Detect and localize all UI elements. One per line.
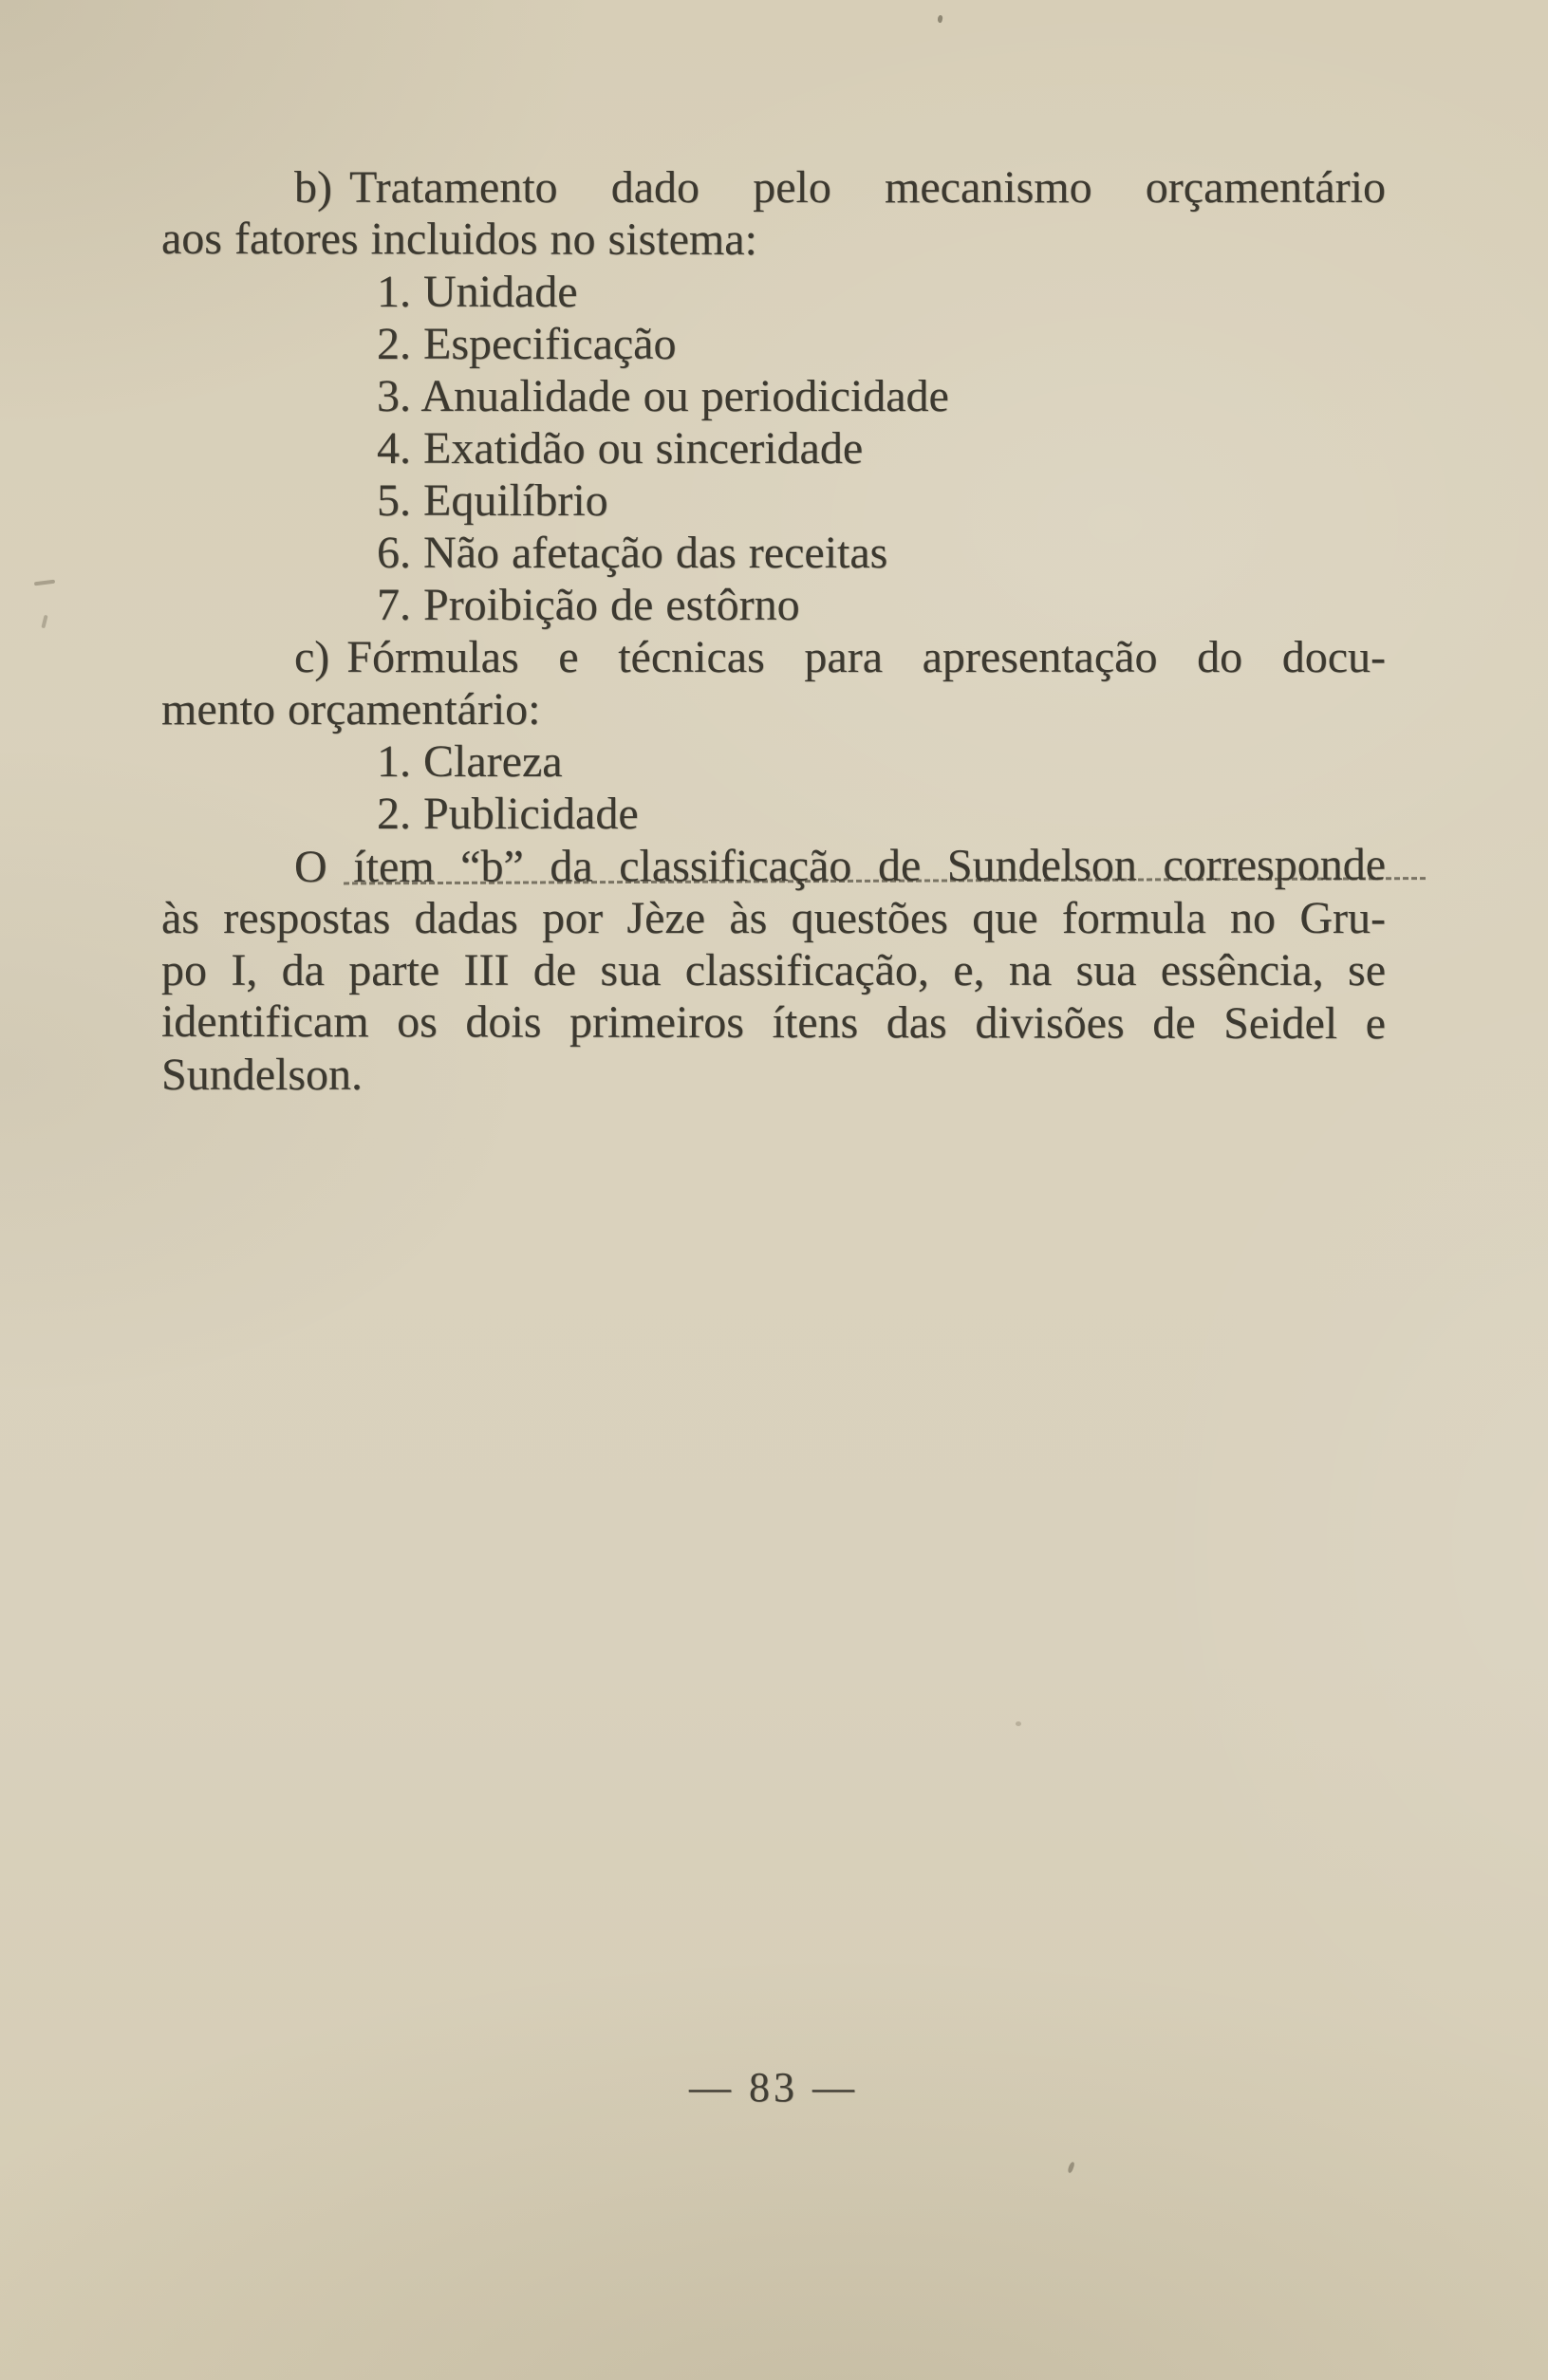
text-block (161, 161, 1386, 1101)
paragraph-line-5: Sundelson. (161, 1050, 364, 1100)
section-b-heading-text: Tratamento dado pelo mecanismo orçamentário (348, 162, 1386, 213)
list-item-c2: 2. Publicidade (377, 789, 639, 839)
paragraph-line-1-text: O ítem “b” da classificação de Sundelson corresponde (293, 839, 1387, 893)
list-item-c1: 1. Clareza (377, 736, 563, 787)
list-item-b6: 6. Não afetação das receitas (377, 528, 888, 578)
page-number: — 83 — (689, 2064, 858, 2110)
section-c-heading-line-2: mento orçamentário: (161, 684, 541, 734)
pencil-mark-dash (34, 580, 55, 586)
list-item-b5: 5. Equilíbrio (377, 475, 608, 526)
section-b-heading-line-1 (161, 161, 1386, 214)
section-c-heading-text: Fórmulas e técnicas para apresentação do docu- (346, 632, 1386, 682)
section-c-label: c) (294, 632, 330, 682)
section-c-heading-line-1 (161, 631, 1386, 683)
paper-speck (1016, 1721, 1021, 1726)
list-item-b7: 7. Proibição de estôrno (377, 580, 800, 630)
list-item-b4: 4. Exatidão ou sinceridade (377, 423, 864, 474)
ink-speck-small (1067, 2162, 1074, 2174)
paragraph-line-2: às respostas dadas por Jèze às questões que formula no Gru- (161, 893, 1386, 943)
list-item-b1: 1. Unidade (377, 267, 578, 317)
section-b-label: b) (294, 162, 332, 213)
paragraph-line-1 (161, 839, 1386, 894)
section-b-heading-line-2: aos fatores incluidos no sistema: (160, 213, 757, 265)
paragraph-line-4: identificam os dois primeiros ítens das divisões de Seidel e (160, 995, 1387, 1050)
ink-speck (937, 15, 943, 24)
list-item-b3: 3. Anualidade ou periodicidade (377, 371, 949, 421)
paragraph-line-3: po I, da parte III de sua classificação, e, na sua essência, se (161, 945, 1386, 995)
pencil-mark-tick (41, 615, 47, 629)
list-item-b2: 2. Especificação (377, 319, 677, 369)
